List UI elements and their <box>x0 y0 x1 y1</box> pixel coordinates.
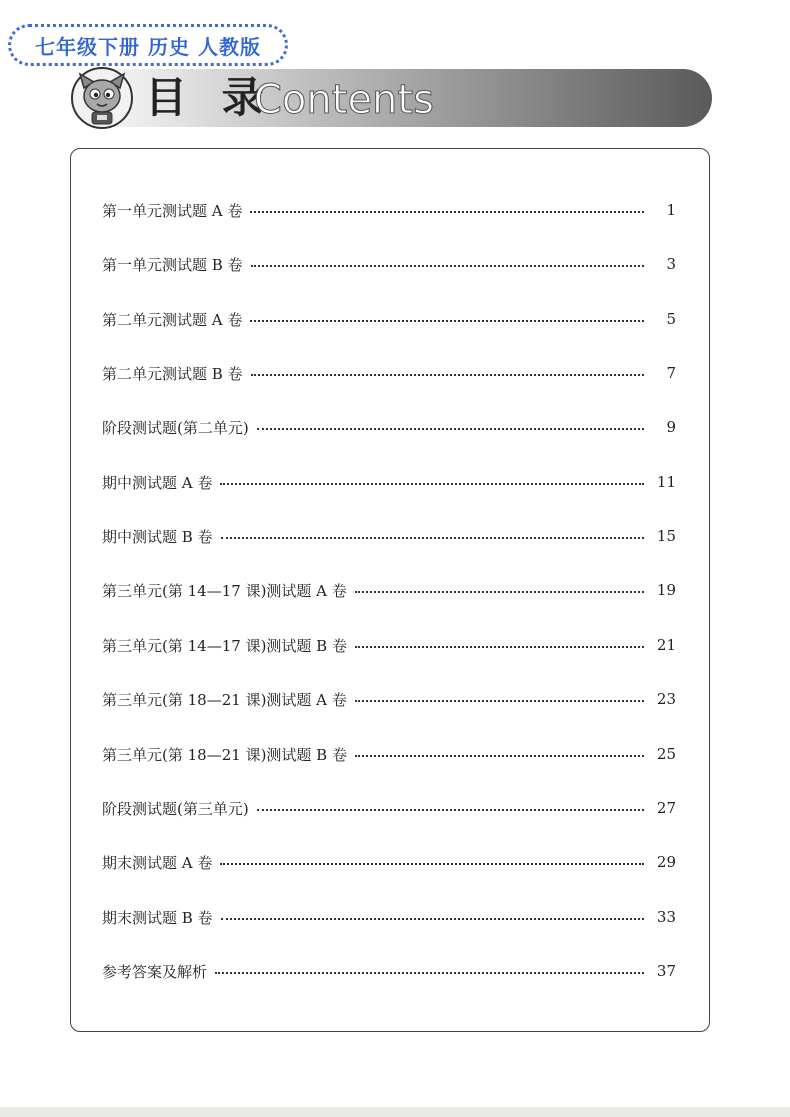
toc-entry-page: 1 <box>666 201 676 219</box>
toc-entry[interactable] <box>102 741 676 767</box>
grade-subject-badge <box>8 24 288 66</box>
toc-entry[interactable] <box>102 414 676 440</box>
dot-leader <box>220 483 644 485</box>
toc-entry[interactable] <box>102 577 676 603</box>
toc-entry-title: 第三单元(第 14—17 课)测试题 A 卷 <box>102 581 347 600</box>
toc-entry[interactable] <box>102 795 676 821</box>
toc-entry-title: 第三单元(第 18—21 课)测试题 A 卷 <box>102 690 347 709</box>
dot-leader <box>257 428 644 430</box>
toc-entry-title: 第一单元测试题 B 卷 <box>102 255 243 274</box>
dot-leader <box>220 863 644 865</box>
toc-entry[interactable] <box>102 849 676 875</box>
dot-leader <box>250 320 644 322</box>
dot-leader <box>215 972 644 974</box>
page-title-chinese: 目 录 <box>145 73 274 122</box>
dot-leader <box>355 755 644 757</box>
dot-leader <box>355 700 644 702</box>
dot-leader <box>221 537 644 539</box>
toc-entry-title: 第一单元测试题 A 卷 <box>102 201 243 220</box>
toc-entry[interactable] <box>102 469 676 495</box>
toc-entry-title: 阶段测试题(第二单元) <box>102 418 249 437</box>
toc-entry-page: 11 <box>656 473 676 491</box>
toc-entry-title: 第三单元(第 18—21 课)测试题 B 卷 <box>102 745 347 764</box>
toc-entry-title: 期末测试题 B 卷 <box>102 908 213 927</box>
toc-entry-page: 23 <box>656 690 676 708</box>
toc-entry-page: 5 <box>666 310 676 328</box>
mascot-icon <box>70 66 134 130</box>
toc-entry[interactable] <box>102 523 676 549</box>
toc-entry-title: 第二单元测试题 B 卷 <box>102 364 243 383</box>
toc-entry-page: 21 <box>656 636 676 654</box>
toc-entry-page: 7 <box>666 364 676 382</box>
toc-entry-page: 27 <box>656 799 676 817</box>
toc-entry[interactable] <box>102 904 676 930</box>
page-bottom-edge <box>0 1107 790 1117</box>
toc-entry-page: 33 <box>656 908 676 926</box>
toc-entry-title: 期中测试题 B 卷 <box>102 527 213 546</box>
toc-entry[interactable] <box>102 251 676 277</box>
toc-entry-title: 第三单元(第 14—17 课)测试题 B 卷 <box>102 636 347 655</box>
toc-entry-page: 3 <box>666 255 676 273</box>
dot-leader <box>251 374 644 376</box>
toc-entry-page: 9 <box>666 418 676 436</box>
toc-entry[interactable] <box>102 686 676 712</box>
page-title-english: Contents <box>254 77 434 123</box>
toc-entry-title: 期末测试题 A 卷 <box>102 853 213 872</box>
toc-entry-title: 期中测试题 A 卷 <box>102 473 213 492</box>
toc-entry[interactable] <box>102 306 676 332</box>
toc-entry-page: 19 <box>656 581 676 599</box>
dot-leader <box>355 591 644 593</box>
toc-entry-page: 37 <box>656 962 676 980</box>
toc-entry-page: 29 <box>656 853 676 871</box>
dot-leader <box>221 918 644 920</box>
toc-entry[interactable] <box>102 360 676 386</box>
toc-entry[interactable] <box>102 958 676 984</box>
dot-leader <box>251 265 644 267</box>
dot-leader <box>257 809 644 811</box>
toc-entry-page: 25 <box>656 745 676 763</box>
dot-leader <box>355 646 644 648</box>
dot-leader <box>250 211 644 213</box>
toc-entry-page: 15 <box>656 527 676 545</box>
toc-entry[interactable] <box>102 632 676 658</box>
toc-entry-title: 阶段测试题(第三单元) <box>102 799 249 818</box>
toc-entry[interactable] <box>102 197 676 223</box>
toc-entry-title: 参考答案及解析 <box>102 962 208 981</box>
toc-entry-title: 第二单元测试题 A 卷 <box>102 310 243 329</box>
badge-text: 七年级下册 历史 人教版 <box>35 34 261 59</box>
